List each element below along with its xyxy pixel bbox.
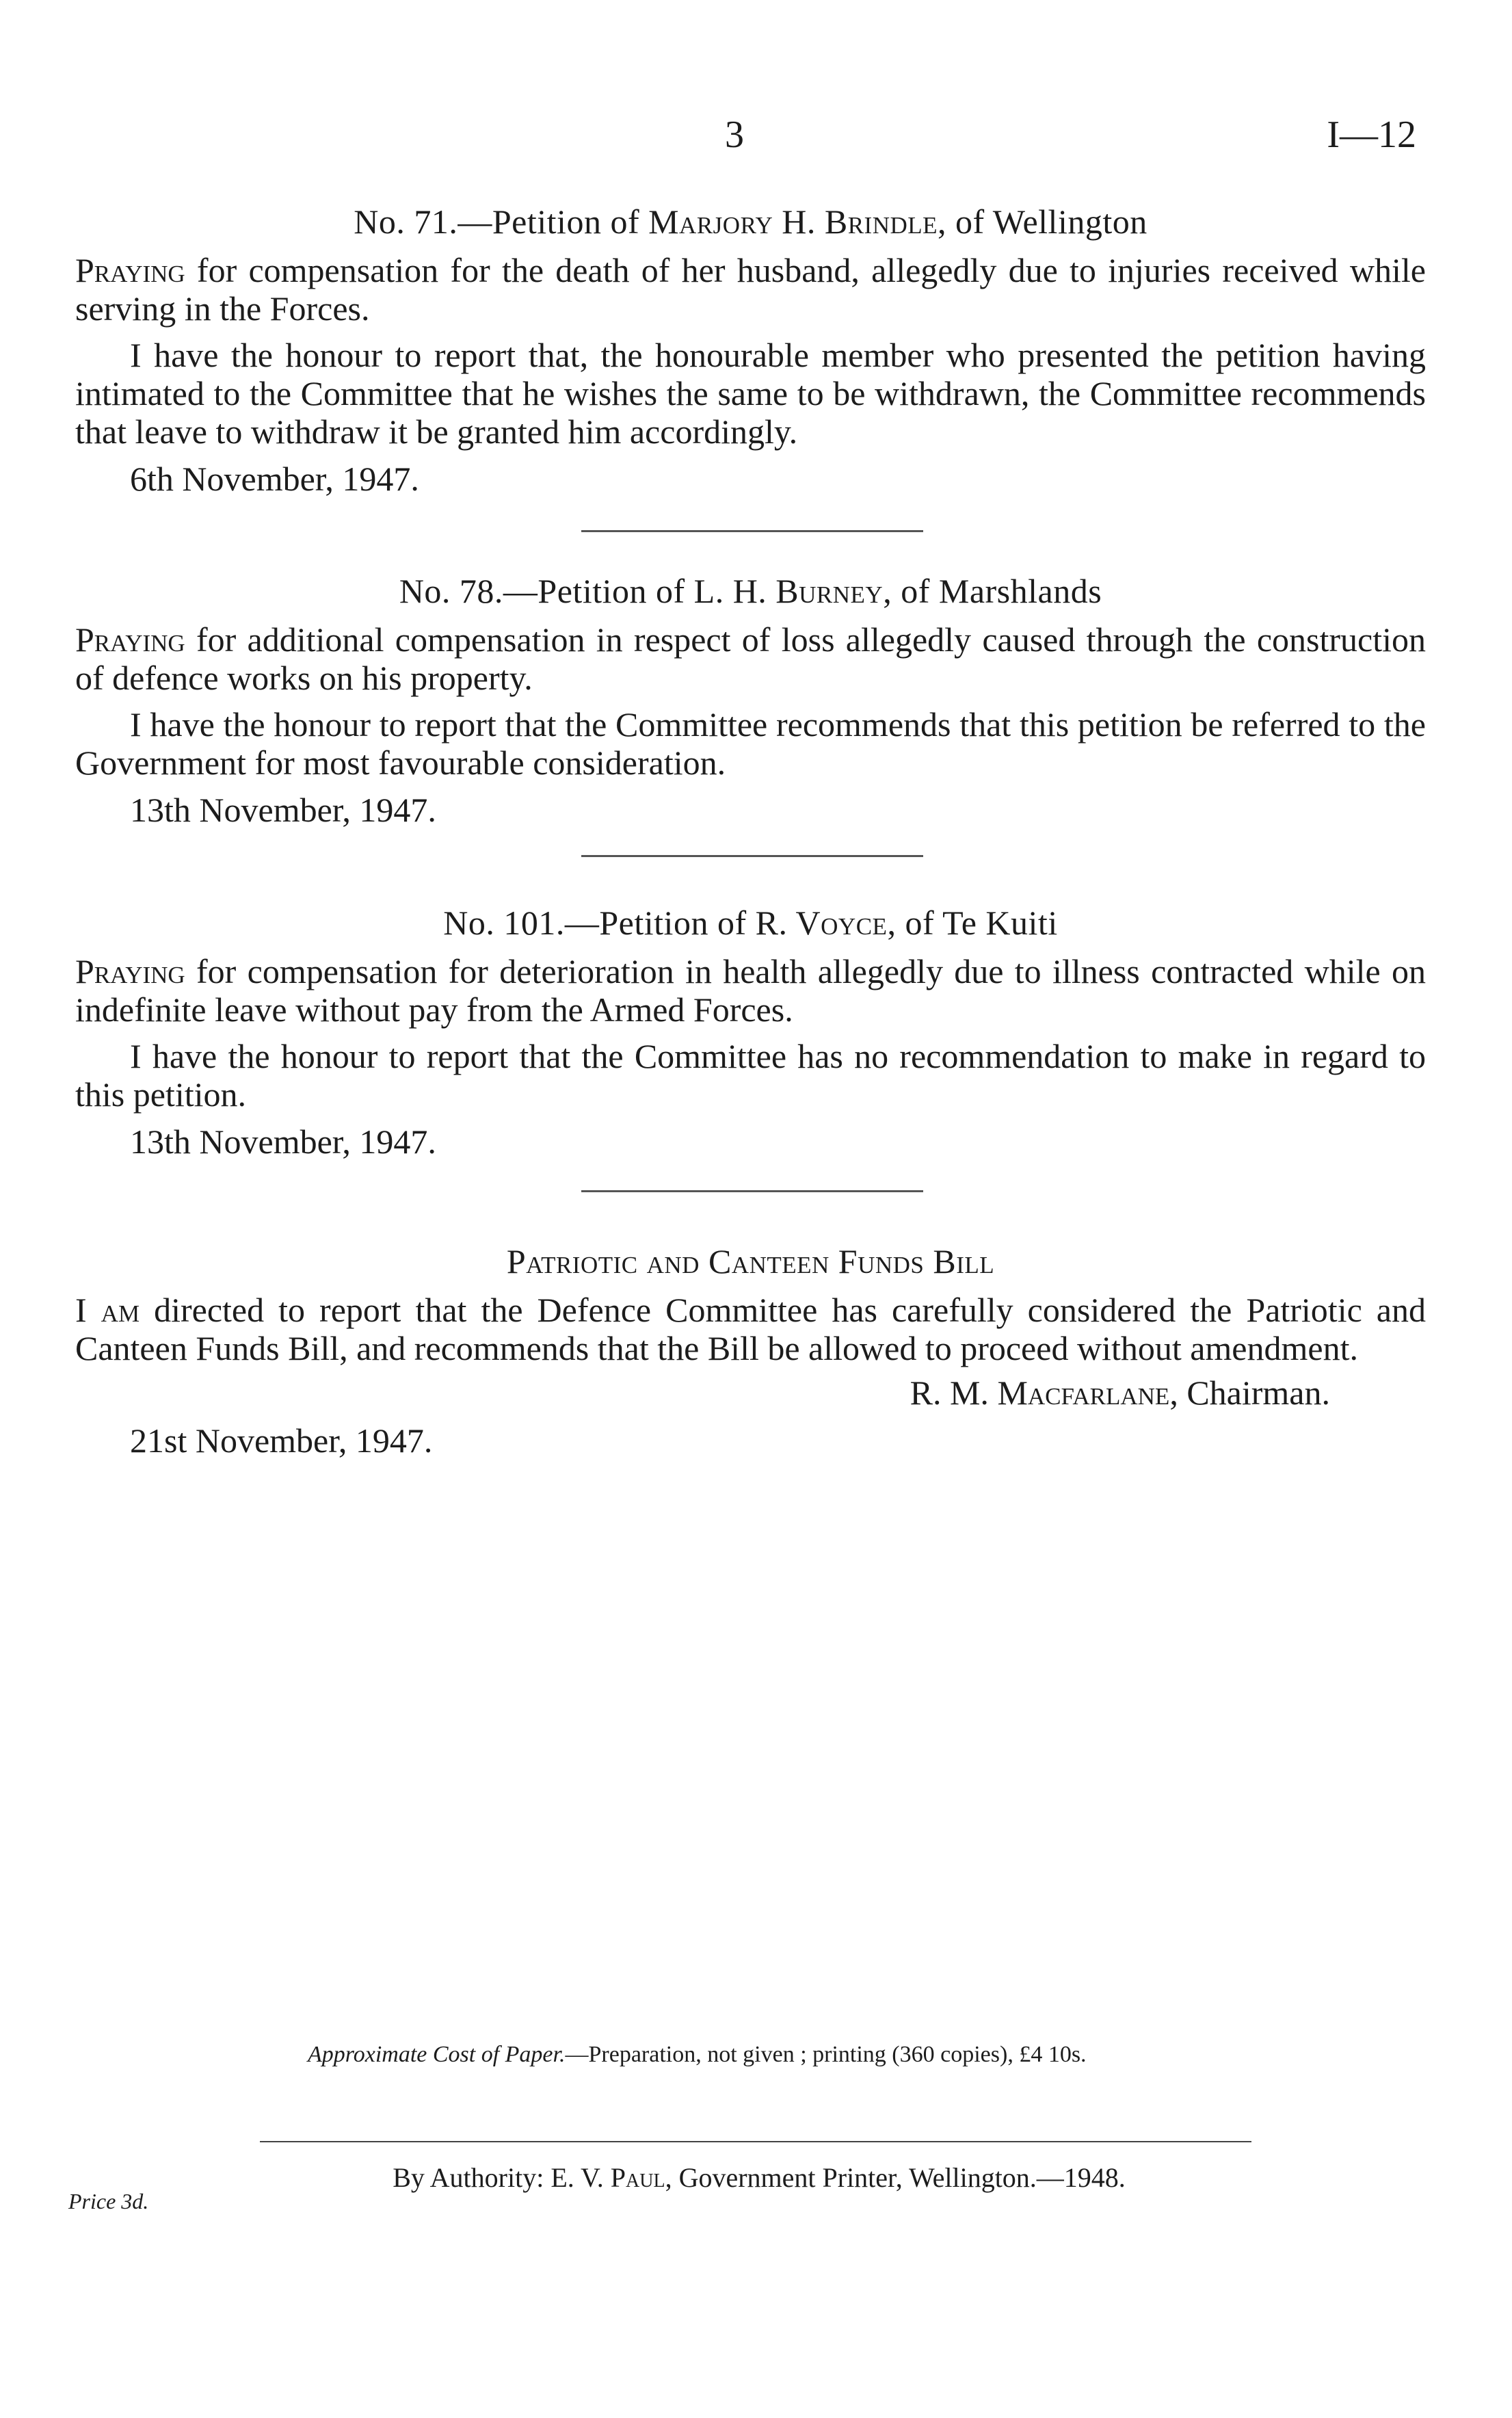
price-note: Price 3d. <box>68 2189 149 2213</box>
petition-heading <box>75 903 1426 943</box>
heading-prefix: No. 78.—Petition of <box>399 572 694 610</box>
petition-heading <box>75 202 1426 241</box>
section-divider <box>581 530 923 532</box>
praying-paragraph <box>75 620 1426 697</box>
bill-heading: Patriotic and Canteen Funds Bill <box>506 1242 995 1280</box>
praying-paragraph <box>75 952 1426 1029</box>
signature-initials: R. M. <box>910 1374 998 1412</box>
praying-lead: Praying <box>75 620 185 659</box>
report-paragraph: I have the honour to report that the Committee has no recommendation to make in regard to this petition. <box>75 1037 1426 1114</box>
petitioner-name: Marjory H. Brindle <box>648 202 938 241</box>
signature-name: Macfarlane <box>997 1374 1170 1412</box>
heading-suffix: , of Wellington <box>938 202 1148 241</box>
bill-paragraph <box>75 1291 1426 1367</box>
praying-lead: Praying <box>75 952 185 990</box>
heading-suffix: , of Marshlands <box>883 572 1102 610</box>
petition-section-71 <box>75 202 1426 499</box>
praying-text: for additional compensation in respect of loss allegedly caused through the construction of defence works on his property. <box>75 620 1426 697</box>
heading-suffix: , of Te Kuiti <box>887 904 1058 942</box>
praying-text: for compensation for deterioration in health allegedly due to illness contracted while on indefinite leave without pay from the Armed Forces. <box>75 952 1426 1029</box>
cost-label: Approximate Cost of Paper. <box>308 2042 566 2067</box>
cost-text: —Preparation, not given ; printing (360 copies), £4 10s. <box>565 2042 1087 2067</box>
petition-heading <box>75 571 1426 611</box>
heading-prefix: No. 71.—Petition of <box>354 202 649 241</box>
petition-section-78 <box>75 571 1426 830</box>
printer-authority <box>246 2161 1272 2194</box>
praying-lead: Praying <box>75 251 185 289</box>
authority-prefix: By Authority: E. V. <box>393 2162 611 2193</box>
section-divider <box>581 855 923 857</box>
praying-paragraph <box>75 251 1426 328</box>
cost-note <box>308 2042 1265 2068</box>
printer-name: Paul <box>610 2162 665 2193</box>
petitioner-name: L. H. Burney <box>693 572 884 610</box>
footer-rule <box>260 2141 1251 2142</box>
signature-title: , Chairman. <box>1169 1374 1330 1412</box>
authority-suffix: , Government Printer, Wellington.—1948. <box>665 2162 1126 2193</box>
bill-date: 21st November, 1947. <box>130 1421 433 1460</box>
petition-section-101 <box>75 903 1426 1161</box>
report-paragraph: I have the honour to report that the Committee recommends that this petition be referred to the Government for most favourable consideration. <box>75 705 1426 782</box>
report-date: 6th November, 1947. <box>130 460 419 498</box>
report-date: 13th November, 1947. <box>130 791 436 829</box>
page-number: 3 <box>725 114 744 156</box>
praying-text: for compensation for the death of her husband, allegedly due to injuries received while serving in the Forces. <box>75 251 1426 328</box>
bill-section <box>75 1241 1426 1460</box>
report-date: 13th November, 1947. <box>130 1122 436 1161</box>
bill-lead: I am <box>75 1291 140 1329</box>
heading-prefix: No. 101.—Petition of <box>443 904 756 942</box>
section-divider <box>581 1190 923 1192</box>
chairman-signature <box>75 1373 1330 1412</box>
bill-text: directed to report that the Defence Committee has carefully considered the Patriotic and Canteen Funds Bill, and recommends that the Bill be allowed to proceed without amendment. <box>75 1291 1426 1367</box>
document-reference: I—12 <box>1327 114 1416 156</box>
petitioner-name: R. Voyce <box>755 904 888 942</box>
report-paragraph: I have the honour to report that, the honourable member who presented the petition having intimated to the Committee that he wishes the same to be withdrawn, the Committee recommends that leave to withdraw it be granted him accordingly. <box>75 336 1426 451</box>
